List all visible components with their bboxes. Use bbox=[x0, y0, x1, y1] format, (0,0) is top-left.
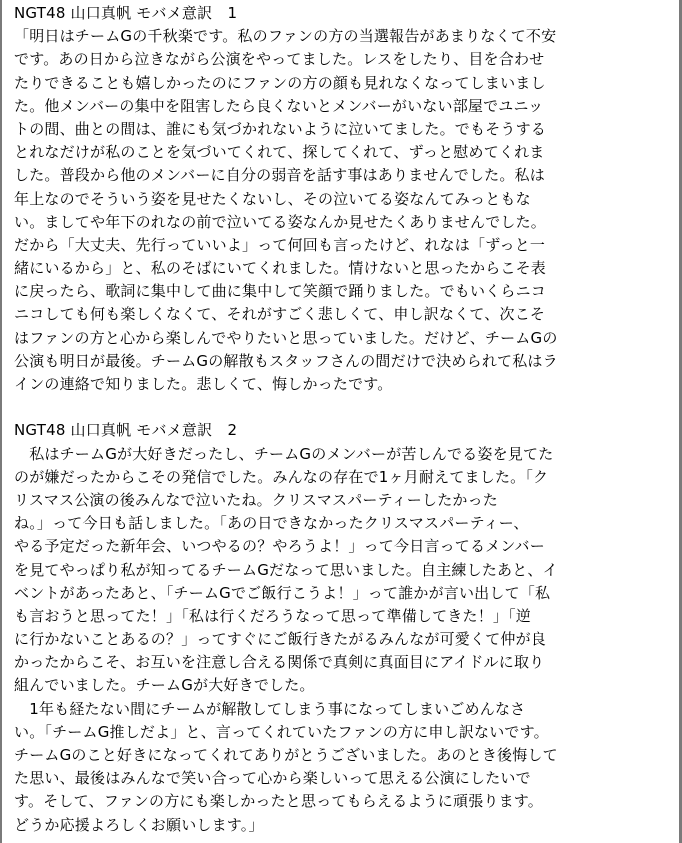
section-heading: NGT48 山口真帆 モバメ意訳 2 bbox=[14, 421, 238, 440]
text-line: に行かないことあるの？」ってすぐにご飯行きたがるみんなが可愛くて仲が良 bbox=[14, 630, 547, 649]
text-line: 「明日はチームGの千秋楽です。私のファンの方の当選報告があまりなくて不安 bbox=[14, 27, 557, 46]
text-line: い。「チームG推しだよ」と、言ってくれていたファンの方に申し訳ないです。 bbox=[14, 722, 549, 741]
text-line: た。他メンバーの集中を阻害したら良くないとメンバーがいない部屋でユニッ bbox=[14, 96, 544, 115]
text-line: 年上なのでそういう姿を見せたくないし、その泣いてる姿なんてみっともな bbox=[14, 189, 531, 208]
section-heading: NGT48 山口真帆 モバメ意訳 1 bbox=[14, 4, 238, 22]
text-line: のが嫌だったからこその発信でした。みんなの存在で1ヶ月耐えてました。「ク bbox=[14, 467, 549, 486]
text-line: い。ましてや年下のれなの前で泣いてる姿なんか見せたくありませんでした。 bbox=[14, 212, 547, 231]
text-line: 組んでいました。チームGが大好きでした。 bbox=[14, 676, 315, 695]
text-line: た思い、最後はみんなで笑い合って心から楽しいって思える公演にしたいで bbox=[14, 769, 531, 788]
text-line: です。あの日から泣きながら公演をやってました。レスをしたり、目を合わせ bbox=[14, 50, 545, 69]
text-line: 緒にいるから」と、私のそばにいてくれました。情けないと思ったからこそ表 bbox=[14, 259, 547, 278]
text-line: だから「大丈夫、先行っていいよ」って何回も言ったけど、れなは「ずっと一 bbox=[14, 235, 546, 254]
text-line: に戻ったら、歌詞に集中して曲に集中して笑顔で踊りました。でもいくらニコ bbox=[14, 282, 547, 301]
text-line: やる予定だった新年会、いつやるの？やろうよ！」って今日言ってるメンバー bbox=[14, 537, 545, 556]
section-spacer bbox=[14, 396, 654, 419]
text-line: 1年も経たない間にチームが解散してしまう事になってしまいごめんなさ bbox=[14, 699, 526, 718]
text-line: ね。」って今日も話しました。「あの日できなかったクリスマスパーティー、 bbox=[14, 514, 529, 533]
text-line: す。そして、ファンの方にも楽しかったと思ってもらえるように頑張ります。 bbox=[14, 792, 544, 811]
text-line: ベントがあったあと、「チームGでご飯行こうよ！」って誰かが言い出して「私 bbox=[14, 583, 551, 602]
text-line: を見てやっぱり私が知ってるチームGだなって思いました。自主練したあと、イ bbox=[14, 560, 558, 579]
document-body bbox=[14, 2, 654, 837]
text-line: とれなだけが私のことを気づいてくれて、探してくれて、ずっと慰めてくれま bbox=[14, 143, 545, 162]
text-line: 公演も明日が最後。チームGの解散もスタッフさんの間だけで決められて私はラ bbox=[14, 351, 558, 370]
text-line: たりできることも嬉しかったのにファンの方の顔も見れなくなってしまいまし bbox=[14, 73, 546, 92]
section-2 bbox=[14, 419, 654, 836]
text-line: かったからこそ、お互いを注意し合える関係で真剣に真面目にアイドルに取り bbox=[14, 653, 545, 672]
text-line: も言おうと思ってた！」「私は行くだろうなって思って準備してきた！」「逆 bbox=[14, 606, 532, 625]
text-line: リスマス公演の後みんなで泣いたね。クリスマスパーティーしたかった bbox=[14, 490, 499, 509]
text-line: 私はチームGが大好きだったし、チームGのメンバーが苦しんでる姿を見てた bbox=[14, 444, 554, 463]
text-line: はファンの方と心から楽しんでやりたいと思っていました。だけど、チームGの bbox=[14, 328, 558, 347]
text-line: トの間、曲との間は、誰にも気づかれないように泣いてました。でもそうする bbox=[14, 119, 547, 138]
text-line: どうか応援よろしくお願いします。」 bbox=[14, 815, 264, 834]
section-1 bbox=[14, 2, 654, 396]
text-line: ニコしても何も楽しくなくて、それがすごく悲しくて、申し訳なくて、次こそ bbox=[14, 305, 546, 324]
text-line: した。普段から他のメンバーに自分の弱音を話す事はありませんでした。私は bbox=[14, 166, 545, 185]
text-line: インの連絡で知りました。悲しくて、悔しかったです。 bbox=[14, 375, 393, 393]
text-line: チームGのこと好きになってくれてありがとうございました。あのとき後悔して bbox=[14, 746, 558, 764]
